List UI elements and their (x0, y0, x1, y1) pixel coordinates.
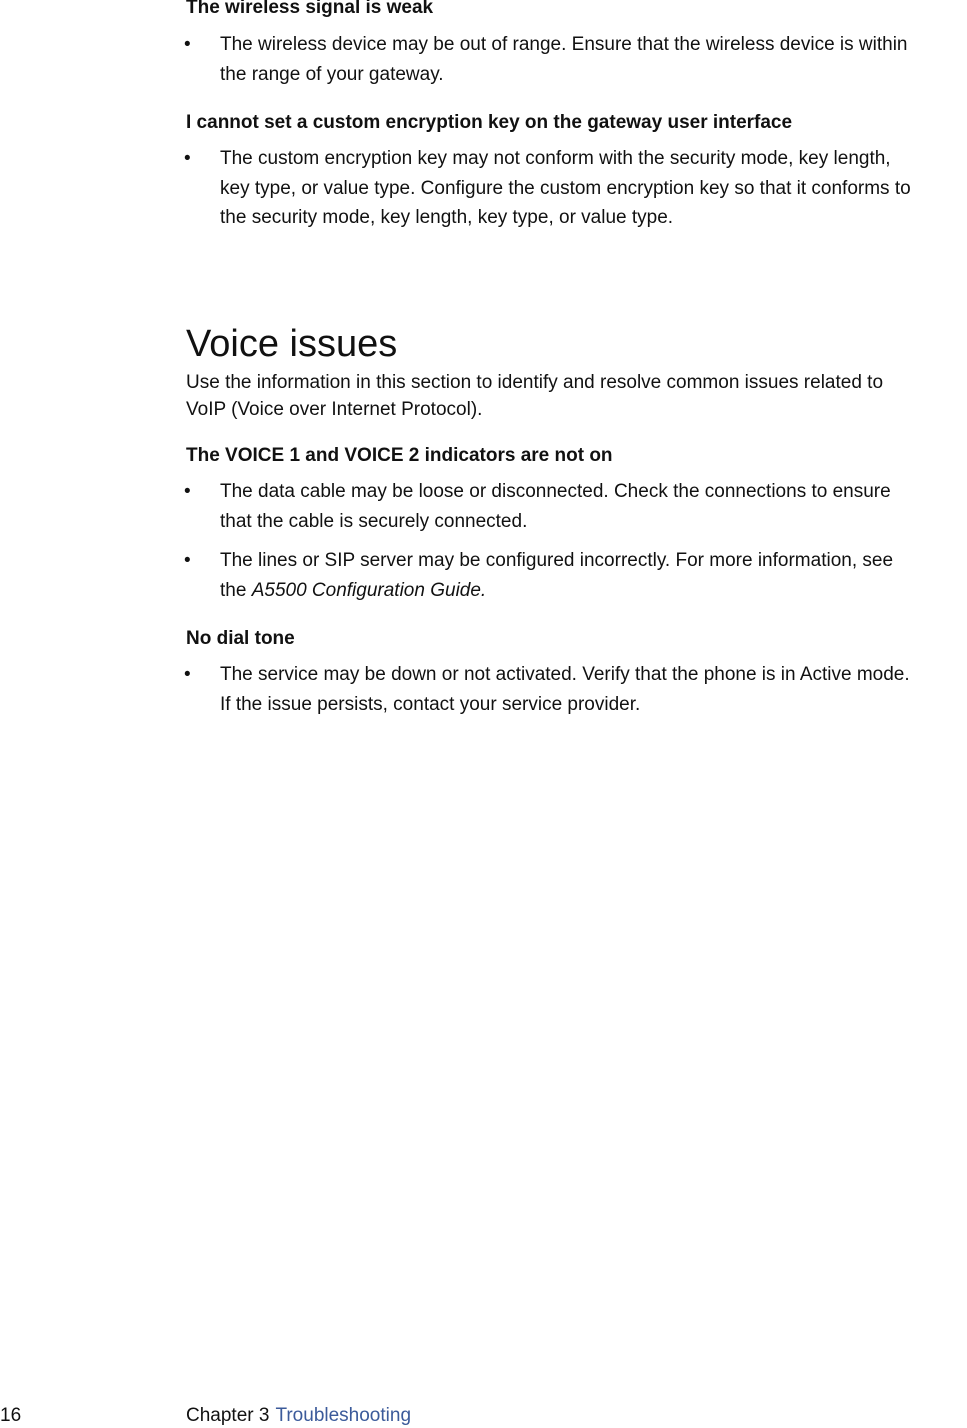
bullet-marker: • (184, 148, 191, 169)
bullet-line: the range of your gateway. (220, 63, 444, 85)
bullet-line (220, 576, 967, 606)
bullet-line: The custom encryption key may not conform with the security mode, key length, (220, 148, 891, 169)
bullet-service-down (186, 660, 967, 719)
heading-wireless-signal-weak: The wireless signal is weak (186, 0, 434, 18)
bullet-data-cable-loose (186, 477, 967, 536)
heading-voice-indicators-not-on: The VOICE 1 and VOICE 2 indicators are not on (186, 445, 613, 466)
bullet-line: The lines or SIP server may be configured incorrectly. For more information, see (220, 550, 894, 571)
heading-custom-encryption-key: I cannot set a custom encryption key on the gateway user interface (186, 112, 793, 133)
intro-line: Use the information in this section to identify and resolve common issues related to (186, 372, 884, 393)
footer-page-number: 16 (0, 1405, 22, 1426)
bullet-line: key type, or value type. Configure the custom encryption key so that it conforms to (220, 177, 911, 199)
configuration-guide-reference: A5500 Configuration Guide. (251, 579, 487, 601)
footer-troubleshooting-link[interactable]: Troubleshooting (275, 1405, 412, 1426)
bullet-line-prefix: the (220, 579, 252, 601)
bullet-marker: • (184, 550, 191, 571)
bullet-marker: • (184, 481, 191, 502)
bullet-line: The service may be down or not activated. Verify that the phone is in Active mode. (220, 664, 910, 685)
bullet-marker: • (184, 664, 191, 685)
bullet-wireless-out-of-range (186, 30, 967, 89)
footer-chapter-label: Chapter 3 (186, 1405, 270, 1426)
bullet-line: The data cable may be loose or disconnected. Check the connections to ensure (220, 481, 891, 502)
bullet-encryption-key-conform (186, 144, 967, 233)
section-intro (186, 369, 883, 423)
bullet-sip-server-misconfigured (186, 546, 967, 605)
intro-line: VoIP (Voice over Internet Protocol). (186, 399, 483, 420)
bullet-line: that the cable is securely connected. (220, 510, 528, 532)
section-title-voice-issues: Voice issues (186, 323, 398, 365)
bullet-line: If the issue persists, contact your service provider. (220, 693, 641, 715)
heading-no-dial-tone: No dial tone (186, 628, 295, 649)
bullet-line: the security mode, key length, key type, or value type. (220, 207, 674, 228)
bullet-line: The wireless device may be out of range. Ensure that the wireless device is within (220, 34, 908, 55)
footer-chapter (186, 1404, 411, 1428)
bullet-marker: • (184, 34, 191, 55)
